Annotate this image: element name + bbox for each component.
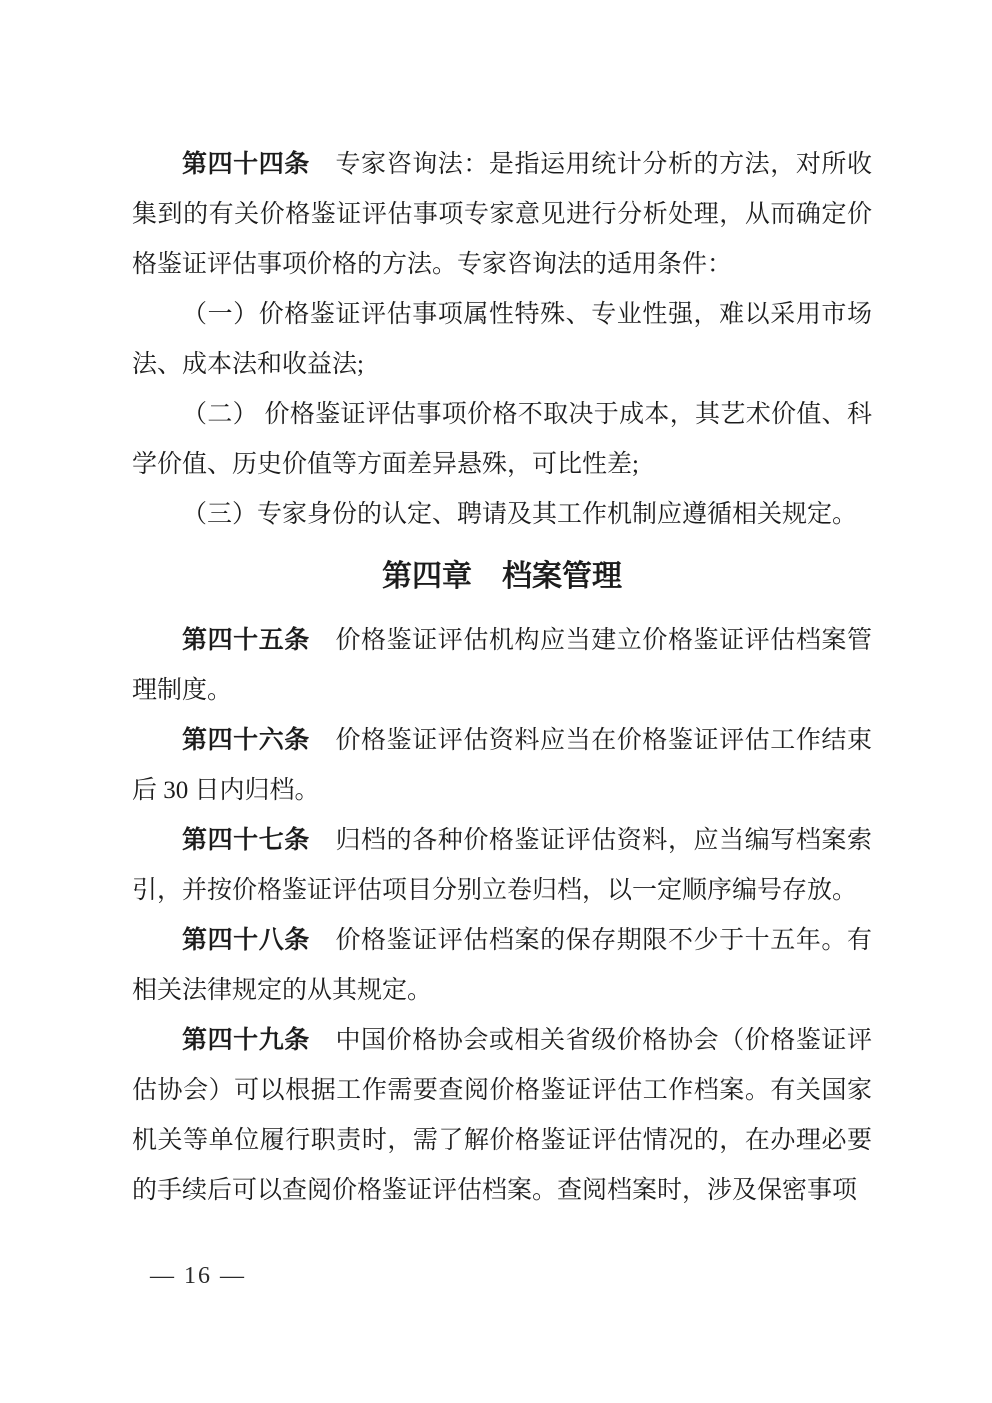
page-number: — 16 — [150, 1263, 246, 1289]
article-text: 中国价格协会或相关省级价格协会（价格鉴证评估协会）可以根据工作需要查阅价格鉴证评估工作档案。有关国家机关等单位履行职责时，需了解价格鉴证评估情况的，在办理必要的手续后可以查阅价格鉴证评估档案。查阅档案时，涉及保密事项 [132, 1027, 872, 1204]
article-text: 价格鉴证评估资料应当在价格鉴证评估工作结束后 30 日内归档。 [132, 727, 872, 804]
article-number: 第四十六条 [182, 727, 310, 754]
article-paragraph [132, 490, 872, 540]
article-number: 第四十八条 [182, 927, 310, 954]
article-number: 第四十七条 [182, 827, 310, 854]
article-text: （一）价格鉴证评估事项属性特殊、专业性强，难以采用市场法、成本法和收益法; [132, 301, 872, 378]
chapter-heading: 第四章 档案管理 [382, 560, 622, 593]
article-text: （三）专家身份的认定、聘请及其工作机制应遵循相关规定。 [182, 501, 858, 528]
article-paragraph [132, 290, 872, 390]
article-paragraph [132, 390, 872, 490]
article-text: 价格鉴证评估机构应当建立价格鉴证评估档案管理制度。 [132, 627, 872, 704]
article-text: （二） 价格鉴证评估事项价格不取决于成本，其艺术价值、科学价值、历史价值等方面差异悬殊，可比性差; [132, 401, 872, 478]
article-number: 第四十五条 [182, 627, 310, 654]
article-paragraph [132, 140, 872, 290]
article-paragraph [132, 816, 872, 916]
article-number: 第四十四条 [182, 151, 310, 178]
article-paragraph [132, 716, 872, 816]
article-text: 价格鉴证评估档案的保存期限不少于十五年。有相关法律规定的从其规定。 [132, 927, 872, 1004]
page-footer [150, 1260, 246, 1292]
article-number: 第四十九条 [182, 1027, 310, 1054]
article-paragraph [132, 916, 872, 1016]
article-paragraph [132, 1016, 872, 1216]
article-text: 专家咨询法：是指运用统计分析的方法，对所收集到的有关价格鉴证评估事项专家意见进行分析处理，从而确定价格鉴证评估事项价格的方法。专家咨询法的适用条件： [132, 151, 872, 278]
article-paragraph [132, 616, 872, 716]
document-body [132, 140, 872, 1216]
article-text: 归档的各种价格鉴证评估资料，应当编写档案索引，并按价格鉴证评估项目分别立卷归档，以一定顺序编号存放。 [132, 827, 872, 904]
